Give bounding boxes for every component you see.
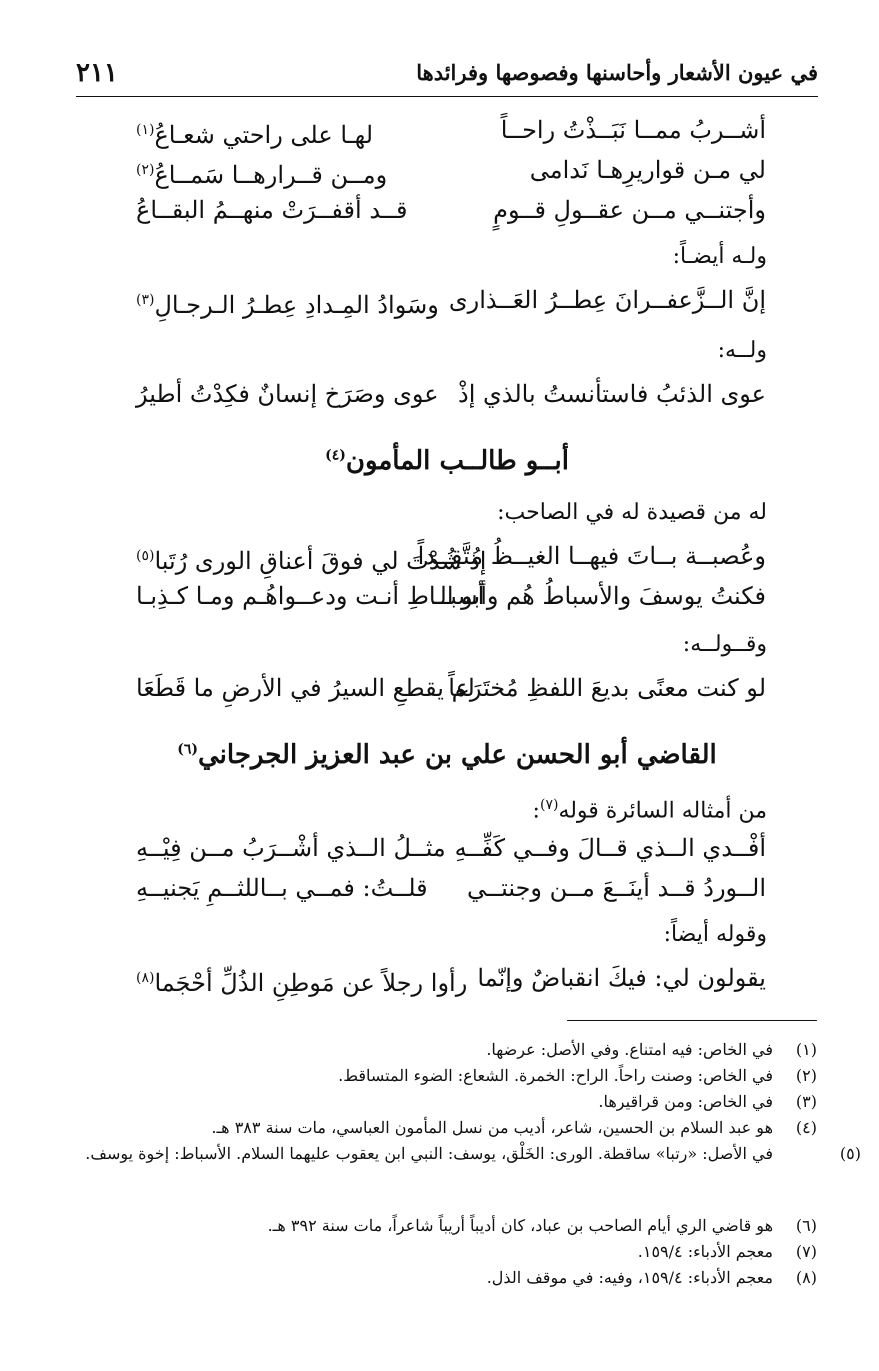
verse-left-hemistich: مثــلُ الــذي أشْــرَبُ مــن فِيْــهِ xyxy=(136,834,446,862)
footnote: (١)في الخاص: فيه امتناع. وفي الأصل: عرضها. xyxy=(486,1040,817,1059)
verse-right-hemistich: عوى الذئبُ فاستأنستُ بالذي إذْ xyxy=(458,380,766,408)
footnote: (٤)هو عبد السلام بن الحسين، شاعر، أديب من نسل المأمون العباسي، مات سنة ٣٨٣ هـ. xyxy=(211,1118,817,1137)
verse-left-hemistich: وسَوادُ المِـدادِ عِطـرُ الـرجـالِ$^{(٣)}$ xyxy=(136,291,439,319)
verse xyxy=(136,112,766,152)
intro-line: وقــولــه: xyxy=(682,632,767,657)
footnote: (٣)في الخاص: ومن قراقيرها. xyxy=(598,1092,817,1111)
verse xyxy=(136,870,766,910)
verse-right-hemistich: لو كنت معنًى بديعَ اللفظِ مُختَرَعاً xyxy=(448,674,766,702)
intro-line: ولـه أيضـاً: xyxy=(672,244,767,269)
verse xyxy=(136,538,766,578)
verse-right-hemistich: يقولون لي: فيكَ انقباضٌ وإنّما xyxy=(477,964,766,992)
verse-right-hemistich: إنَّ الــزَّعفــرانَ عِطــرُ العَــذارى xyxy=(448,286,766,314)
running-title: في عيون الأشعار وأحاسنها وفصوصها وفرائدها xyxy=(416,60,818,85)
verse xyxy=(136,282,766,322)
verse-left-hemistich: لم يقطعِ السيرُ في الأرضِ ما قَطَعَا xyxy=(136,674,475,702)
footnote-marker: (٧) xyxy=(539,797,559,813)
running-head xyxy=(76,58,818,97)
verse xyxy=(136,376,766,416)
footnote-marker: (٣) xyxy=(136,292,155,308)
footnote: (٥)في الأصل: «رتبا» ساقطة. الورى: الخَلْق، يوسف: النبي ابن يعقوب عليهما السلام. الأسباط: إخوة يوسف. xyxy=(85,1144,861,1163)
footnote-marker: (٤) xyxy=(325,447,346,464)
verse-right-hemistich: أشــربُ ممــا نَبَــذْتُ راحــاً xyxy=(500,116,766,144)
verse-left-hemistich: إذ شُدْتَ لي فوقَ أعناقِ الورى رُتَبا$^{(٥)}$ xyxy=(136,547,487,575)
verse-left-hemistich: قــد أقفــرَتْ منهــمُ البقــاعُ xyxy=(136,196,408,224)
footnote-divider xyxy=(567,1020,817,1021)
footnote-marker: (١) xyxy=(136,122,155,138)
verse-right-hemistich: وعُصبــة بــاتَ فيهــا الغيــظُ مُتَّقِــداً xyxy=(417,542,766,570)
verse-left-hemistich: رأوا رجلاً عن مَوطِنِ الذُلِّ أحْجَما$^{(٨)}$ xyxy=(136,969,468,997)
footnote-marker: (٢) xyxy=(136,162,155,178)
intro-line: ولــه: xyxy=(717,338,767,363)
section-heading: القاضي أبو الحسن علي بن عبد العزيز الجرجاني$^{(٦)}$ xyxy=(177,740,717,770)
verse-left-hemistich: عوى وصَرَخ إنسانٌ فكِدْتُ أطيرُ xyxy=(136,380,439,408)
verse xyxy=(136,830,766,870)
verse-left-hemistich: قلــتُ: فمــي بــاللثــمِ يَجنيــهِ xyxy=(136,874,428,902)
verse-right-hemistich: فكنتُ يوسفَ والأسباطُ هُم وأبو الـ xyxy=(432,582,766,610)
verse-left-hemistich: ومــن قــرارهــا سَمــاعُ$^{(٢)}$ xyxy=(136,161,388,189)
verse xyxy=(136,152,766,192)
intro-line: وقوله أيضاً: xyxy=(663,922,767,947)
verse xyxy=(136,578,766,618)
section-heading: أبــو طالــب المأمون$^{(٤)}$ xyxy=(325,446,569,476)
verse-left-hemistich: لهـا على راحتي شعـاعُ$^{(١)}$ xyxy=(136,121,374,149)
intro-line: له من قصيدة له في الصاحب: xyxy=(497,500,767,525)
verse xyxy=(136,670,766,710)
page-number: ٢١١ xyxy=(76,58,118,88)
footnote: (٢)في الخاص: وصنت راحاً. الراح: الخمرة. الشعاع: الضوء المتساقط. xyxy=(338,1066,817,1085)
footnote-marker: (٦) xyxy=(177,741,198,758)
verse-right-hemistich: أفْــدي الــذي قــالَ وفــي كَفِّــهِ xyxy=(454,834,766,862)
verse-right-hemistich: لي مـن قواريرِهـا نَدامى xyxy=(529,156,766,184)
footnote-marker: (٥) xyxy=(136,548,155,564)
verse xyxy=(136,192,766,232)
verse-left-hemistich: أسبــاطِ أنـت ودعــواهُـم ومـا كـذِبـا xyxy=(136,582,485,610)
verse xyxy=(136,960,766,1000)
footnote: (٦)هو قاضي الري أيام الصاحب بن عباد، كان أديباً أريباً شاعراً، مات سنة ٣٩٢ هـ. xyxy=(267,1216,817,1235)
verse-right-hemistich: الــوردُ قــد أينَــعَ مــن وجنتــي xyxy=(467,874,766,902)
footnote-marker: (٨) xyxy=(136,970,155,986)
footnote: (٨)معجم الأدباء: ١٥٩/٤، وفيه: في موقف الذل. xyxy=(486,1268,817,1287)
footnote: (٧)معجم الأدباء: ١٥٩/٤. xyxy=(637,1242,817,1261)
verse-right-hemistich: وأجتنــي مــن عقــولِ قــومٍ xyxy=(493,196,766,224)
intro-line: من أمثاله السائرة قوله$^{(٧)}$: xyxy=(532,797,767,824)
